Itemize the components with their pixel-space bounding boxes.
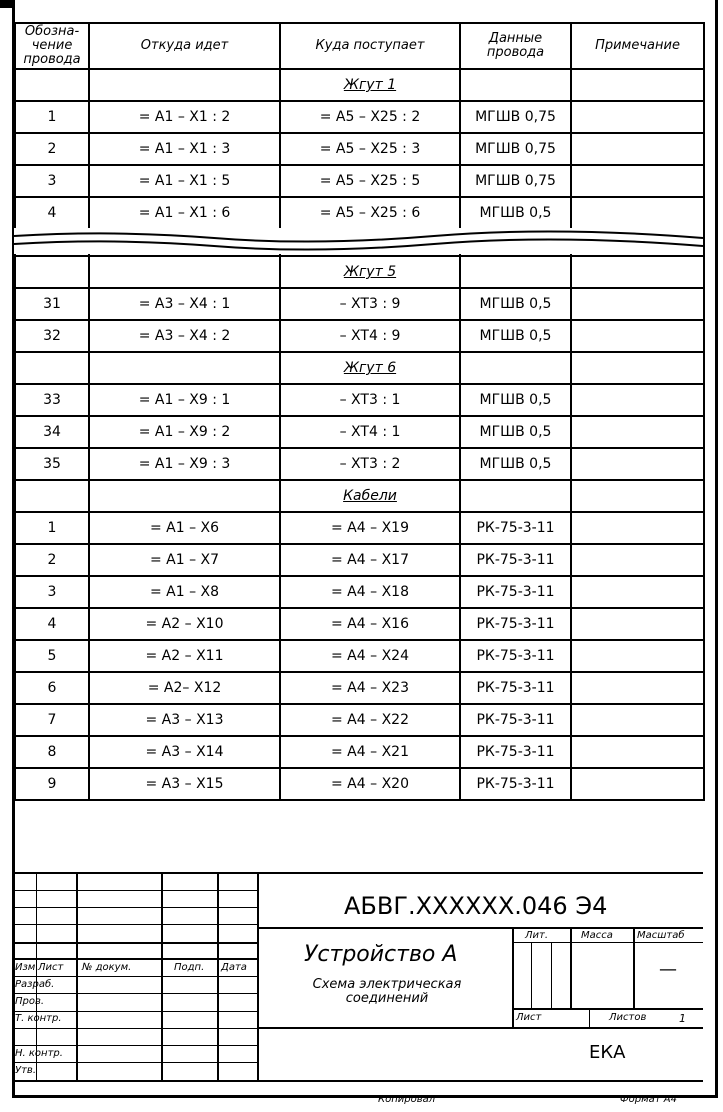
cell-wire: РК-75-3-11 bbox=[460, 768, 571, 800]
cell-to: – XT4 : 9 bbox=[280, 320, 460, 352]
cell-n: 2 bbox=[15, 544, 89, 576]
section-title-text: Жгут 1 bbox=[343, 77, 397, 93]
role-norm-control: Н. контр. bbox=[15, 1048, 63, 1059]
cell-from: = A3 – X14 bbox=[89, 736, 280, 768]
table-row bbox=[15, 768, 704, 800]
table-row bbox=[15, 384, 704, 416]
cell-n: 31 bbox=[15, 288, 89, 320]
section-title bbox=[280, 256, 460, 288]
role-developer: Разраб. bbox=[15, 979, 55, 990]
cell-n: 34 bbox=[15, 416, 89, 448]
section-title-text: Жгут 6 bbox=[343, 360, 397, 376]
cell-note bbox=[571, 197, 704, 229]
cell-note bbox=[571, 416, 704, 448]
table-row bbox=[15, 288, 704, 320]
cell-from: = A1 – X6 bbox=[89, 512, 280, 544]
cell-note bbox=[571, 608, 704, 640]
section-row bbox=[15, 256, 704, 288]
section-empty-cell bbox=[89, 69, 280, 101]
section-row bbox=[15, 352, 704, 384]
section-empty-cell bbox=[571, 352, 704, 384]
cell-wire: МГШВ 0,75 bbox=[460, 165, 571, 197]
cell-wire: РК-75-3-11 bbox=[460, 608, 571, 640]
cell-n: 7 bbox=[15, 704, 89, 736]
section-empty-cell bbox=[460, 352, 571, 384]
table-row bbox=[15, 576, 704, 608]
cell-from: = A3 – X15 bbox=[89, 768, 280, 800]
section-row bbox=[15, 480, 704, 512]
cell-n: 9 bbox=[15, 768, 89, 800]
cell-from: = A1 – X7 bbox=[89, 544, 280, 576]
cell-from: = A2– X12 bbox=[89, 672, 280, 704]
cell-note bbox=[571, 101, 704, 133]
cell-from: = A2 – X11 bbox=[89, 640, 280, 672]
section-empty-cell bbox=[571, 69, 704, 101]
table-row bbox=[15, 320, 704, 352]
title-block bbox=[14, 872, 703, 1080]
section-empty-cell bbox=[571, 256, 704, 288]
cell-wire: РК-75-3-11 bbox=[460, 704, 571, 736]
cell-n: 32 bbox=[15, 320, 89, 352]
cell-to: – XT3 : 9 bbox=[280, 288, 460, 320]
cell-n: 4 bbox=[15, 197, 89, 229]
section-empty-cell bbox=[460, 69, 571, 101]
cell-note bbox=[571, 544, 704, 576]
table-row bbox=[15, 197, 704, 229]
cell-note bbox=[571, 512, 704, 544]
cell-wire: МГШВ 0,5 bbox=[460, 320, 571, 352]
cell-from: = A1 – X9 : 1 bbox=[89, 384, 280, 416]
cell-n: 4 bbox=[15, 608, 89, 640]
section-empty-cell bbox=[460, 480, 571, 512]
sheet-label: Лист bbox=[516, 1012, 542, 1023]
table-row bbox=[15, 448, 704, 480]
col-date: Дата bbox=[221, 962, 247, 973]
cell-note bbox=[571, 133, 704, 165]
cell-to: = A4 – X23 bbox=[280, 672, 460, 704]
cell-from: = A3 – X13 bbox=[89, 704, 280, 736]
cell-wire: РК-75-3-11 bbox=[460, 544, 571, 576]
cell-to: = A5 – X25 : 6 bbox=[280, 197, 460, 229]
cell-wire: МГШВ 0,5 bbox=[460, 197, 571, 229]
col-sign: Подп. bbox=[174, 962, 205, 973]
cell-wire: МГШВ 0,5 bbox=[460, 416, 571, 448]
organization: ЕКА bbox=[589, 1042, 626, 1063]
role-tech-control: Т. контр. bbox=[15, 1013, 62, 1024]
section-empty-cell bbox=[89, 352, 280, 384]
cell-to: = A5 – X25 : 5 bbox=[280, 165, 460, 197]
table-row bbox=[15, 736, 704, 768]
section-empty-cell bbox=[15, 480, 89, 512]
table-row bbox=[15, 512, 704, 544]
cell-n: 6 bbox=[15, 672, 89, 704]
table-row bbox=[15, 640, 704, 672]
role-approved: Утв. bbox=[15, 1065, 36, 1076]
cell-n: 2 bbox=[15, 133, 89, 165]
cell-note bbox=[571, 448, 704, 480]
cell-from: = A1 – X9 : 3 bbox=[89, 448, 280, 480]
format-label: Формат А4 bbox=[620, 1094, 677, 1105]
cell-to: = A5 – X25 : 2 bbox=[280, 101, 460, 133]
section-empty-cell bbox=[460, 256, 571, 288]
cell-to: – XT3 : 1 bbox=[280, 384, 460, 416]
cell-to: = A4 – X24 bbox=[280, 640, 460, 672]
lit-label: Лит. bbox=[525, 930, 549, 941]
cell-wire: РК-75-3-11 bbox=[460, 576, 571, 608]
cell-to: = A4 – X17 bbox=[280, 544, 460, 576]
section-title bbox=[280, 480, 460, 512]
cell-n: 5 bbox=[15, 640, 89, 672]
cell-note bbox=[571, 288, 704, 320]
header-wire-data: Данные провода bbox=[460, 23, 571, 69]
section-title bbox=[280, 352, 460, 384]
cell-n: 3 bbox=[15, 576, 89, 608]
cell-n: 33 bbox=[15, 384, 89, 416]
table-row bbox=[15, 416, 704, 448]
table-row bbox=[15, 165, 704, 197]
section-empty-cell bbox=[15, 256, 89, 288]
cell-to: = A4 – X20 bbox=[280, 768, 460, 800]
cell-wire: РК-75-3-11 bbox=[460, 640, 571, 672]
table-row bbox=[15, 544, 704, 576]
role-checker: Пров. bbox=[15, 996, 45, 1007]
col-list: Лист bbox=[38, 962, 64, 973]
cell-note bbox=[571, 704, 704, 736]
cell-to: = A4 – X19 bbox=[280, 512, 460, 544]
header-to: Куда поступает bbox=[280, 23, 460, 69]
cell-to: = A4 – X21 bbox=[280, 736, 460, 768]
cell-to: = A4 – X22 bbox=[280, 704, 460, 736]
header-from: Откуда идет bbox=[89, 23, 280, 69]
cell-from: = A3 – X4 : 2 bbox=[89, 320, 280, 352]
table-row bbox=[15, 672, 704, 704]
cell-from: = A1 – X9 : 2 bbox=[89, 416, 280, 448]
frame-corner-mark bbox=[0, 0, 14, 8]
section-empty-cell bbox=[89, 256, 280, 288]
document-code: АБВГ.XXXXXX.046 Э4 bbox=[344, 892, 608, 920]
cell-n: 3 bbox=[15, 165, 89, 197]
cell-note bbox=[571, 640, 704, 672]
cell-wire: РК-75-3-11 bbox=[460, 672, 571, 704]
section-title-text: Кабели bbox=[343, 488, 397, 504]
cell-to: = A4 – X16 bbox=[280, 608, 460, 640]
cell-wire: МГШВ 0,75 bbox=[460, 101, 571, 133]
cell-note bbox=[571, 736, 704, 768]
col-izm: Изм. bbox=[15, 962, 39, 973]
section-empty-cell bbox=[15, 352, 89, 384]
cell-from: = A1 – X1 : 6 bbox=[89, 197, 280, 229]
product-name: Устройство А bbox=[304, 942, 458, 967]
cell-to: – XT3 : 2 bbox=[280, 448, 460, 480]
cell-note bbox=[571, 165, 704, 197]
cell-from: = A3 – X4 : 1 bbox=[89, 288, 280, 320]
cell-n: 1 bbox=[15, 512, 89, 544]
scale-value: — bbox=[659, 959, 677, 980]
cell-n: 8 bbox=[15, 736, 89, 768]
cell-note bbox=[571, 384, 704, 416]
cell-from: = A1 – X1 : 5 bbox=[89, 165, 280, 197]
sheets-label: Листов bbox=[609, 1012, 647, 1023]
document-subtitle: Схема электрическая соединений bbox=[312, 977, 462, 1006]
cell-from: = A1 – X1 : 3 bbox=[89, 133, 280, 165]
cell-n: 1 bbox=[15, 101, 89, 133]
cell-wire: МГШВ 0,75 bbox=[460, 133, 571, 165]
cell-note bbox=[571, 576, 704, 608]
section-empty-cell bbox=[571, 480, 704, 512]
section-empty-cell bbox=[15, 69, 89, 101]
scale-label: Масштаб bbox=[637, 930, 685, 941]
sheets-value: 1 bbox=[679, 1012, 686, 1025]
cell-from: = A1 – X1 : 2 bbox=[89, 101, 280, 133]
cell-note bbox=[571, 672, 704, 704]
section-empty-cell bbox=[89, 480, 280, 512]
copied-label: Копировал bbox=[378, 1094, 436, 1105]
wire-table bbox=[14, 22, 705, 801]
table-row bbox=[15, 101, 704, 133]
table-header-row bbox=[15, 23, 704, 69]
cell-to: = A4 – X18 bbox=[280, 576, 460, 608]
cell-from: = A1 – X8 bbox=[89, 576, 280, 608]
cell-n: 35 bbox=[15, 448, 89, 480]
header-note: Примечание bbox=[571, 23, 704, 69]
cell-note bbox=[571, 768, 704, 800]
cell-wire: МГШВ 0,5 bbox=[460, 448, 571, 480]
table-break-line bbox=[14, 228, 703, 254]
section-row bbox=[15, 69, 704, 101]
table-row bbox=[15, 133, 704, 165]
cell-wire: РК-75-3-11 bbox=[460, 736, 571, 768]
cell-from: = A2 – X10 bbox=[89, 608, 280, 640]
cell-note bbox=[571, 320, 704, 352]
cell-wire: РК-75-3-11 bbox=[460, 512, 571, 544]
cell-to: – XT4 : 1 bbox=[280, 416, 460, 448]
cell-to: = A5 – X25 : 3 bbox=[280, 133, 460, 165]
header-wire-id: Обозна- чение провода bbox=[15, 23, 89, 69]
table-row bbox=[15, 704, 704, 736]
mass-label: Масса bbox=[581, 930, 613, 941]
cell-wire: МГШВ 0,5 bbox=[460, 288, 571, 320]
col-doc: № докум. bbox=[82, 962, 132, 973]
section-title-text: Жгут 5 bbox=[343, 264, 397, 280]
cell-wire: МГШВ 0,5 bbox=[460, 384, 571, 416]
table-row bbox=[15, 608, 704, 640]
section-title bbox=[280, 69, 460, 101]
